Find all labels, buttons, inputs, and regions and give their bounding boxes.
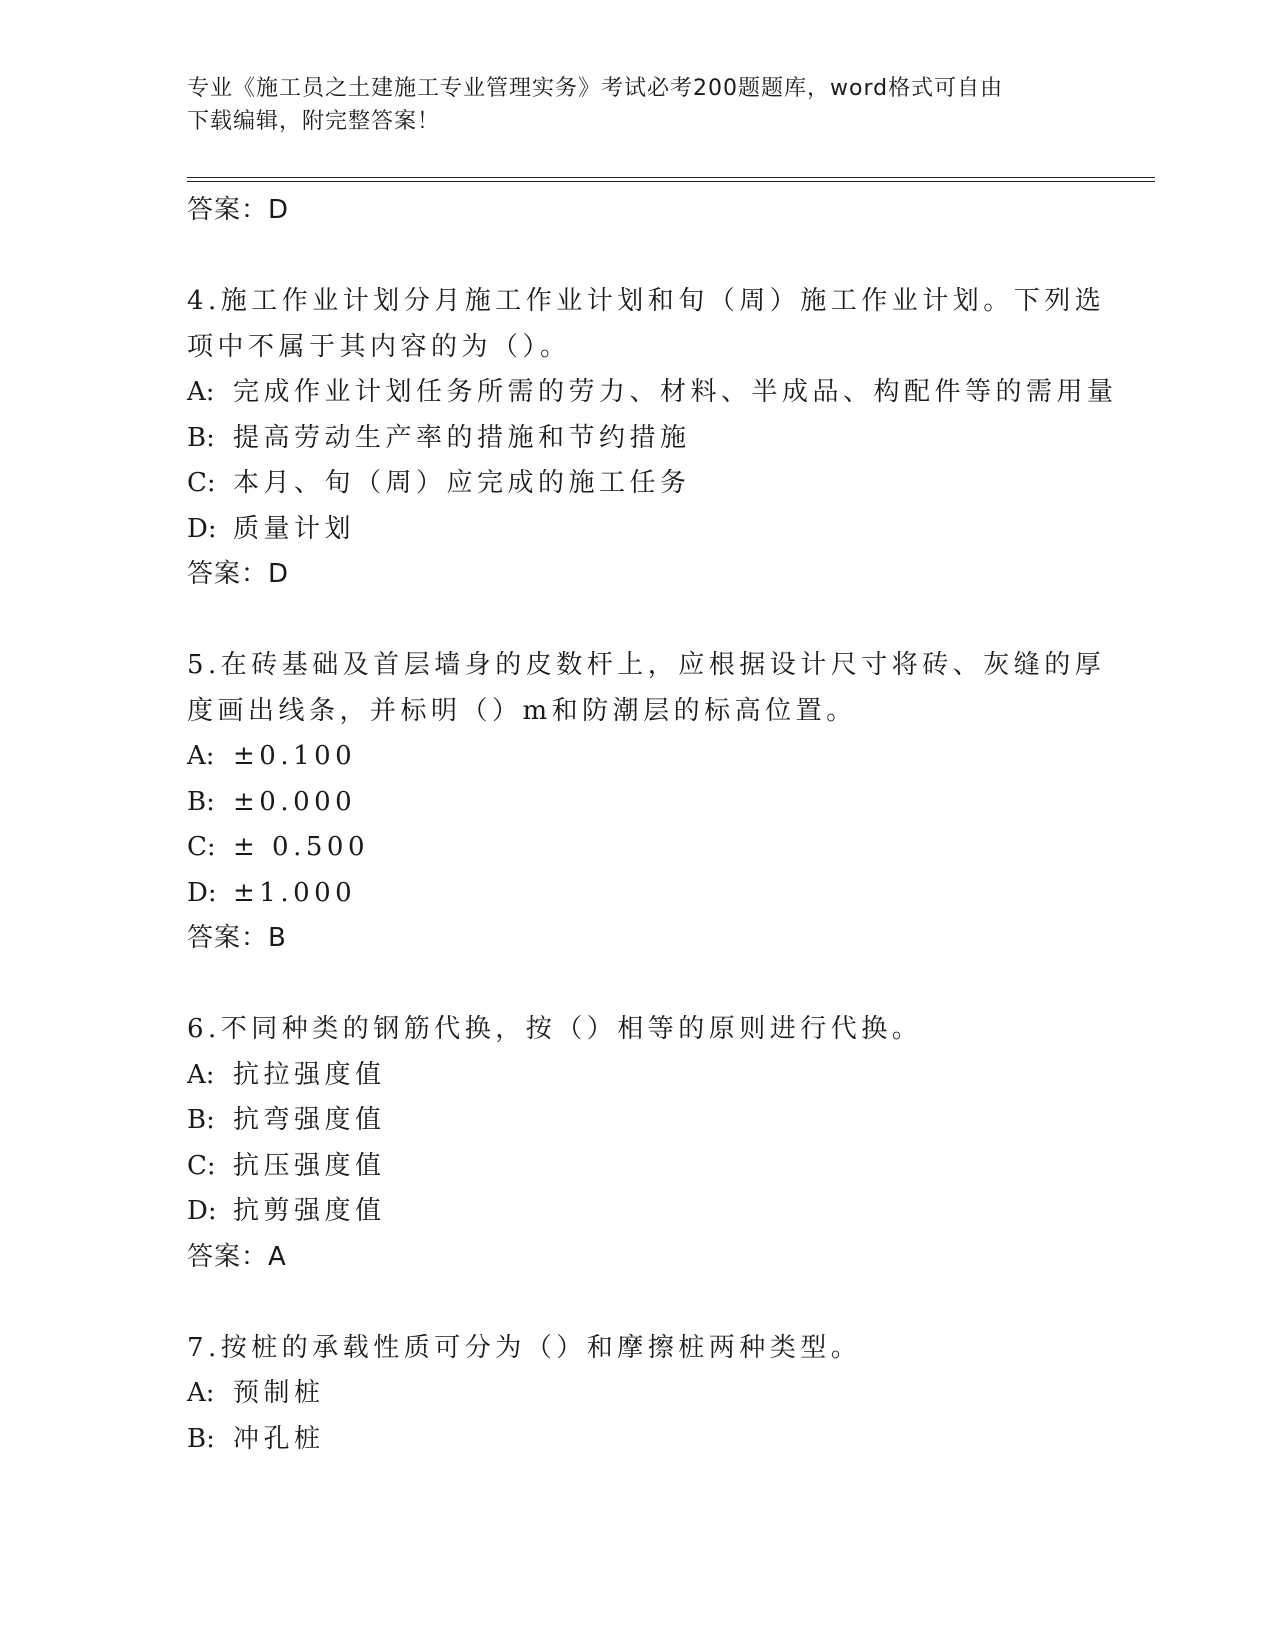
option-text: 完成作业计划任务所需的劳力、材料、半成品、构配件等的需用量 [233,377,1118,407]
answer-option [187,1189,1147,1235]
option-letter: A: [187,377,215,407]
answer-label: 答案： [187,195,269,225]
header-line-2: 下载编辑，附完整答案！ [187,109,441,134]
answer-value: A [268,1241,287,1272]
answer-option [187,507,1147,553]
question-stem-line: 4.施工作业计划分月施工作业计划和旬（周）施工作业计划。下列选 [187,286,1106,316]
option-letter: A: [187,1059,215,1090]
question-block [187,1326,1147,1463]
answer-option [187,1371,1147,1417]
option-letter: B: [187,1105,215,1135]
answer-value: D [268,559,290,589]
question-stem-line: 项中不属于其内容的为（）。 [187,331,571,362]
answer-option [187,1098,1147,1144]
answer-option [187,780,1147,826]
option-letter: B: [187,786,215,817]
question-block [187,1007,1147,1326]
answer-line [187,1235,1147,1281]
answer-value: D [268,195,290,225]
answer-line [187,552,1147,598]
answer-value: B [268,923,287,953]
answer-option [187,1417,1147,1463]
option-text: 提高劳动生产率的措施和节约措施 [233,422,691,453]
option-letter: B: [187,422,215,453]
option-text: 抗拉强度值 [233,1059,386,1090]
option-text: ±0.000 [233,786,357,817]
answer-line [187,188,1147,234]
option-letter: A: [187,741,215,771]
header-rule-bottom [187,181,1155,182]
answer-line [187,916,1147,962]
option-text: 本月、旬（周）应完成的施工任务 [233,468,691,498]
answer-label: 答案： [187,1241,269,1272]
option-text: 抗剪强度值 [233,1196,386,1226]
answer-label: 答案： [187,559,269,589]
page-header [187,72,1087,138]
question-stem-line: 5.在砖基础及首层墙身的皮数杆上，应根据设计尺寸将砖、灰缝的厚 [187,650,1106,680]
option-text: 抗弯强度值 [233,1105,386,1135]
option-text: ±0.100 [233,741,357,771]
answer-option [187,734,1147,780]
option-text: 预制桩 [233,1378,325,1408]
answer-label: 答案： [187,923,269,953]
option-letter: D: [187,1196,217,1226]
option-letter: B: [187,1423,215,1454]
option-letter: C: [187,468,216,498]
option-letter: C: [187,832,216,862]
option-text: 质量计划 [233,513,356,544]
option-text: 冲孔桩 [233,1423,325,1454]
header-line-1: 专业《施工员之土建施工专业管理实务》考试必考200题题库，word格式可自由 [187,76,1004,101]
question-list [187,188,1147,1462]
option-letter: C: [187,1150,216,1181]
option-text: ±1.000 [233,877,357,908]
question-stem-line: 6.不同种类的钢筋代换，按（）相等的原则进行代换。 [187,1014,923,1044]
option-text: 抗压强度值 [233,1150,386,1181]
question-stem-line: 7.按桩的承载性质可分为（）和摩擦桩两种类型。 [187,1332,862,1363]
answer-option [187,825,1147,871]
answer-option [187,416,1147,462]
header-rule-top [187,177,1155,178]
option-text: ± 0.500 [233,832,369,862]
question-stem-line: 度画出线条，并标明（）m和防潮层的标高位置。 [187,695,857,726]
question-block [187,643,1147,1007]
option-letter: A: [187,1378,215,1408]
question-block [187,279,1147,643]
answer-option [187,1144,1147,1190]
answer-option [187,370,1147,416]
answer-option [187,1053,1147,1099]
answer-option [187,871,1147,917]
option-letter: D: [187,513,217,544]
answer-option [187,461,1147,507]
option-letter: D: [187,877,217,908]
